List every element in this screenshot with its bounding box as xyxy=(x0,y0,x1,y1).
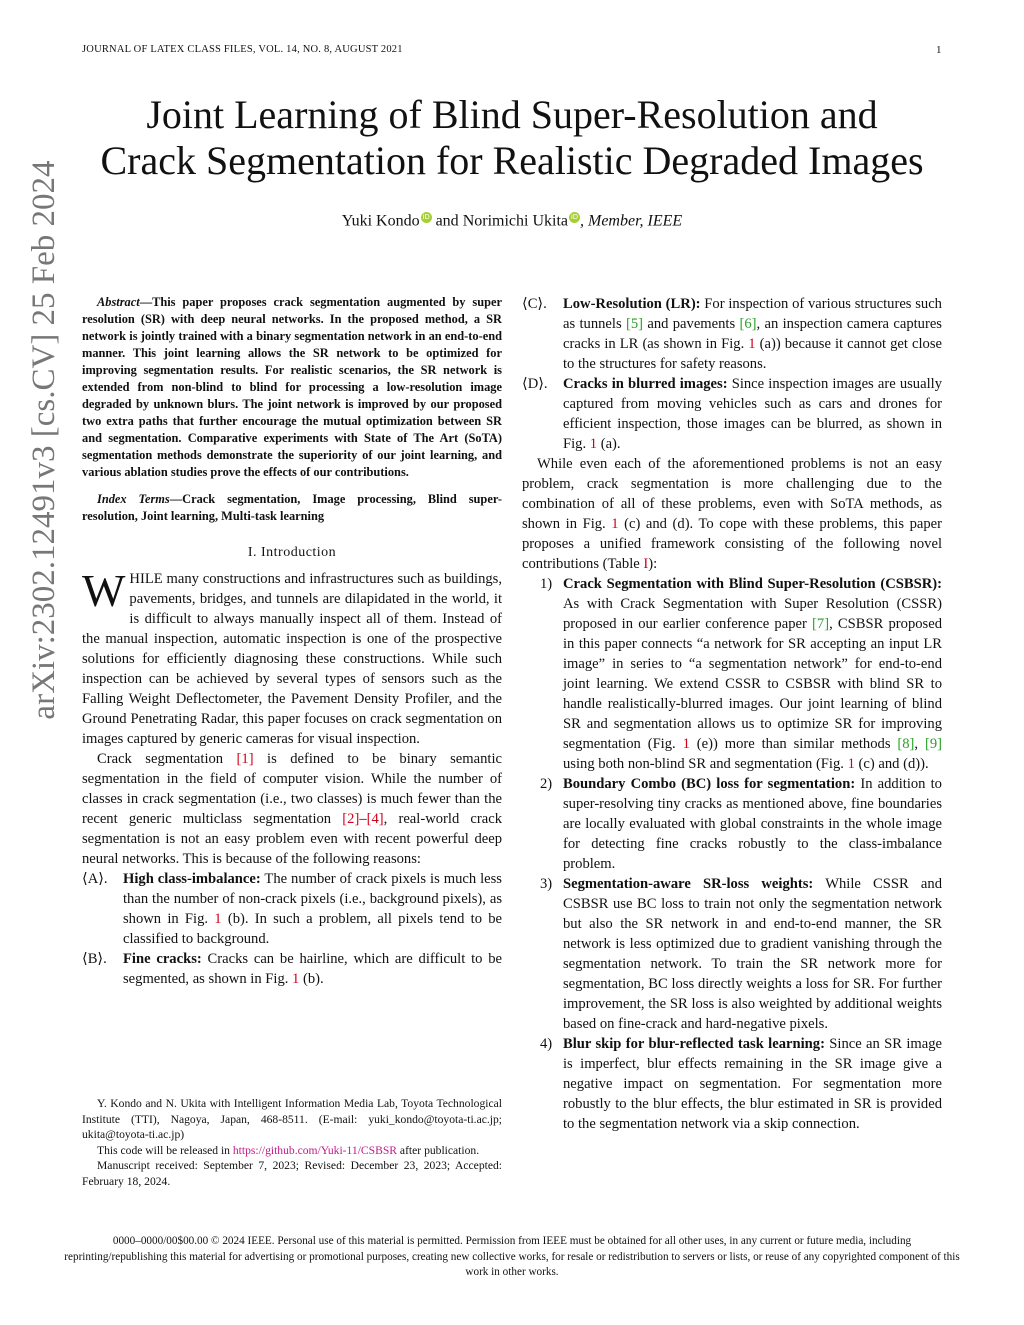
section-heading: I. Introduction xyxy=(247,545,337,560)
abstract-text: —This paper proposes crack segmentation augmented by super resolution (SR) with deep neural networks. In the proposed method, a SR network is jointly trained with a binary segmentation network in an end-to-end manner. This joint learning allows the SR network to be optimized for improving segmentation results. For realistic scenarios, the SR network is extended from non-blind to blind for processing a low-resolution image degraded by unknown blurs. The joint network is improved by our proposed two extra paths that further encourage the mutual optimization between SR and segmentation. Comparative experiments with State of The Art (SoTA) segmentation methods demonstrate the superiority of our joint learning, and various ablation studies prove the effects of our contributions. xyxy=(82,295,502,479)
text-span: is defined to be binary semantic segmentation in the field of computer vision. While the number of classes in crack segmentation (i.e., two classes) is much fewer than the recent generic multiclass segmentation xyxy=(82,751,502,827)
title-line-2: Crack Segmentation for Realistic Degraded Images xyxy=(100,138,924,183)
footnotes xyxy=(82,1096,502,1190)
text-span: Cracks can be hairline, which are difficult to be segmented, as shown in Fig. xyxy=(123,951,502,987)
index-terms-text: —Crack segmentation, Image processing, Blind super-resolution, Joint learning, Multi-task learning xyxy=(82,492,502,523)
paper-title xyxy=(40,92,984,184)
figure-link[interactable]: 1 xyxy=(611,516,619,532)
contribution-head: Crack Segmentation with Blind Super-Resolution (CSBSR): xyxy=(563,576,942,592)
arxiv-stamp: arXiv:2302.12491v3 [cs.CV] 25 Feb 2024 xyxy=(26,160,62,720)
figure-link[interactable]: 1 xyxy=(847,756,855,772)
text-span: As with Crack Segmentation with Super Resolution (CSSR) proposed in our earlier conference paper xyxy=(563,596,942,632)
contribution-head: Boundary Combo (BC) loss for segmentation: xyxy=(563,776,856,792)
copyright-notice: 0000–0000/00$00.00 © 2024 IEEE. Personal use of this material is permitted. Permission from IEEE must be obtained for all other uses, in any current or future media, including reprinting/republishing this material for advertising or promotional purposes, creating new collective works, for resale or redistribution to servers or lists, or reuse of any copyrighted component of this work in other works. xyxy=(64,1235,960,1278)
right-paragraph xyxy=(522,454,942,574)
github-link[interactable]: https://github.com/Yuki-11/CSBSR xyxy=(232,1143,398,1157)
intro-p1-text: HILE many constructions and infrastructures such as buildings, pavements, bridges, and tunnels are dilapidated in the world, it is difficult to always manually inspect all of them. Instead of the manual inspection, automatic inspection is one of the prospective solutions for efficiently diagnosing these constructions. While such inspection can be achieved by several types of sensors such as the Falling Weight Deflectometer, the Pavement Density Profiler, and the Ground Penetrating Radar, this paper focuses on crack segmentation on images captured by generic cameras for visual inspection. xyxy=(82,571,502,747)
text-span: Since inspection images are usually captured from moving vehicles such as cars and drones for efficient inspection, those images can be blurred, as shown in Fig. xyxy=(563,376,942,452)
reason-label: ⟨D⟩. xyxy=(522,376,548,392)
reason-item xyxy=(82,869,502,949)
citation-link[interactable]: [9] xyxy=(924,736,942,752)
text-span: (c) and (d)). xyxy=(854,756,929,772)
text-span: This code will be released in xyxy=(97,1143,233,1157)
citation-link[interactable]: [7] xyxy=(812,616,830,632)
text-span: using both non-blind SR and segmentation (Fig. xyxy=(563,756,848,772)
citation-link[interactable]: [5] xyxy=(625,316,644,332)
reason-label: ⟨C⟩. xyxy=(522,296,547,312)
running-header: JOURNAL OF LATEX CLASS FILES, VOL. 14, NO. 8, AUGUST 2021 xyxy=(82,44,403,55)
figure-link[interactable]: 1 xyxy=(589,436,598,452)
title-line-1: Joint Learning of Blind Super-Resolution and xyxy=(146,92,878,137)
text-span: after publication. xyxy=(397,1143,480,1157)
text-span: , an inspection camera captures cracks in LR (as shown in Fig. xyxy=(563,316,942,352)
index-terms-lead: Index Terms xyxy=(97,492,170,506)
manuscript-footnote: Manuscript received: September 7, 2023; Revised: December 23, 2023; Accepted: February 18, 2024. xyxy=(82,1159,502,1188)
contribution-item xyxy=(522,874,942,1034)
reason-label: ⟨A⟩. xyxy=(82,871,108,887)
orcid-icon[interactable]: iD xyxy=(422,213,430,221)
text-span: While even each of the aforementioned problems is not an easy problem, crack segmentation is more challenging due to the combination of all of these problems, even with SoTA methods, as shown in Fig. xyxy=(522,456,942,532)
contribution-number: 1) xyxy=(540,576,553,592)
reason-head: Low-Resolution (LR): xyxy=(563,296,701,312)
author-line xyxy=(40,212,984,230)
text-span: (e)) more than similar methods xyxy=(689,736,898,752)
text-span: For inspection of various structures such as tunnels xyxy=(563,296,942,332)
index-terms xyxy=(82,491,502,525)
text-span: (b). xyxy=(299,971,324,987)
reason-item xyxy=(522,294,942,374)
contribution-item xyxy=(522,574,942,774)
contribution-number: 2) xyxy=(540,776,553,792)
text-span: and pavements xyxy=(643,316,740,332)
reason-item xyxy=(82,949,502,989)
author-2: Norimichi Ukita xyxy=(462,212,568,230)
text-span: – xyxy=(359,811,367,827)
citation-link[interactable]: [2] xyxy=(342,811,360,827)
author-1: Yuki Kondo xyxy=(341,212,420,230)
text-span: , xyxy=(914,736,925,752)
text-span: The number of crack pixels is much less than the number of non-crack pixels (i.e., background pixels), as shown in Fig. xyxy=(123,871,502,927)
reason-head: Fine cracks: xyxy=(123,951,202,967)
text-span: Crack segmentation xyxy=(97,751,237,767)
citation-link[interactable]: [6] xyxy=(739,316,757,332)
page-number: 1 xyxy=(936,44,942,56)
author-membership: , Member, IEEE xyxy=(580,212,683,230)
citation-link[interactable]: [8] xyxy=(897,736,915,752)
text-span: (a)) because it cannot get close to the structures for safety reasons. xyxy=(563,336,942,372)
reason-label: ⟨B⟩. xyxy=(82,951,107,967)
abstract xyxy=(82,294,502,481)
reason-head: Cracks in blurred images: xyxy=(563,376,728,392)
text-span: , CSBSR proposed in this paper connects “a network for SR accepting an input LR image” in series to “a segmentation network” for end-to-end joint learning. We extend CSSR to CSBSR with blind SR to handle realistically-blurred images. Our joint learning of blind SR and segmentation allows us to optimize SR for improving segmentation (Fig. xyxy=(563,616,942,752)
citation-link[interactable]: [4] xyxy=(366,811,384,827)
left-column xyxy=(82,294,502,989)
text-span: (b). In such a problem, all pixels tend to be classified to background. xyxy=(123,911,502,947)
orcid-icon[interactable]: iD xyxy=(570,213,579,221)
text-span: , real-world crack segmentation is not an easy problem even with recent powerful deep neural networks. This is because of the following reasons: xyxy=(82,811,502,867)
citation-link[interactable]: [1] xyxy=(236,751,254,767)
affiliation-footnote: Y. Kondo and N. Ukita with Intelligent Information Media Lab, Toyota Technological Institute (TTI), Nagoya, Japan, 468-8511. (E-mail: yuki_kondo@toyota-ti.ac.jp; ukita@toyota-ti.ac.jp) xyxy=(82,1097,502,1142)
text-span: ): xyxy=(648,556,658,572)
contribution-number: 3) xyxy=(540,876,553,892)
text-span: While CSSR and CSBSR use BC loss to train not only the segmentation network but also the SR network in and end-to-end manner, the SR network is less optimized due to gradient vanishing through the segmentation network. To train the SR network more for segmentation, BC loss directly weights a loss for SR. For further improvement, the SR loss is also weighted by additional weights based on fine-crack and hard-negative pixels. xyxy=(563,876,942,1032)
abstract-lead: Abstract xyxy=(97,295,140,309)
text-span: (a). xyxy=(597,436,621,452)
text-span: Since an SR image is imperfect, blur effects remaining in the SR image give a negative impact on segmentation. For segmentation more robustly to the blur effects, the blur estimated in SR is provided to the segmentation network via a skip connection. xyxy=(563,1036,942,1132)
table-link[interactable]: I xyxy=(643,556,649,572)
text-span: In addition to super-resolving tiny cracks as mentioned above, fine boundaries are locally evaluated with global constraints in the whole image for detecting fine cracks robustly to the class-imbalance problem. xyxy=(563,776,942,872)
code-footnote xyxy=(82,1143,502,1159)
author-conj: and xyxy=(431,212,463,230)
text-span: (c) and (d). To cope with these problems, this paper proposes a unified framework consisting of the following novel contributions (Table xyxy=(522,516,943,572)
figure-link[interactable]: 1 xyxy=(214,911,222,927)
intro-paragraph-2 xyxy=(82,749,502,869)
figure-link[interactable]: 1 xyxy=(682,736,690,752)
contribution-item xyxy=(522,774,942,874)
right-column xyxy=(522,294,942,1134)
contribution-head: Segmentation-aware SR-loss weights: xyxy=(563,876,814,892)
figure-link[interactable]: 1 xyxy=(748,336,756,352)
drop-cap: W xyxy=(82,565,126,616)
reason-head: High class-imbalance: xyxy=(123,871,261,887)
contribution-head: Blur skip for blur-reflected task learning: xyxy=(563,1036,825,1052)
intro-paragraph-1 xyxy=(82,565,502,749)
contribution-number: 4) xyxy=(540,1036,553,1052)
contribution-item xyxy=(522,1034,942,1134)
reason-item xyxy=(522,374,942,454)
figure-link[interactable]: 1 xyxy=(292,971,300,987)
